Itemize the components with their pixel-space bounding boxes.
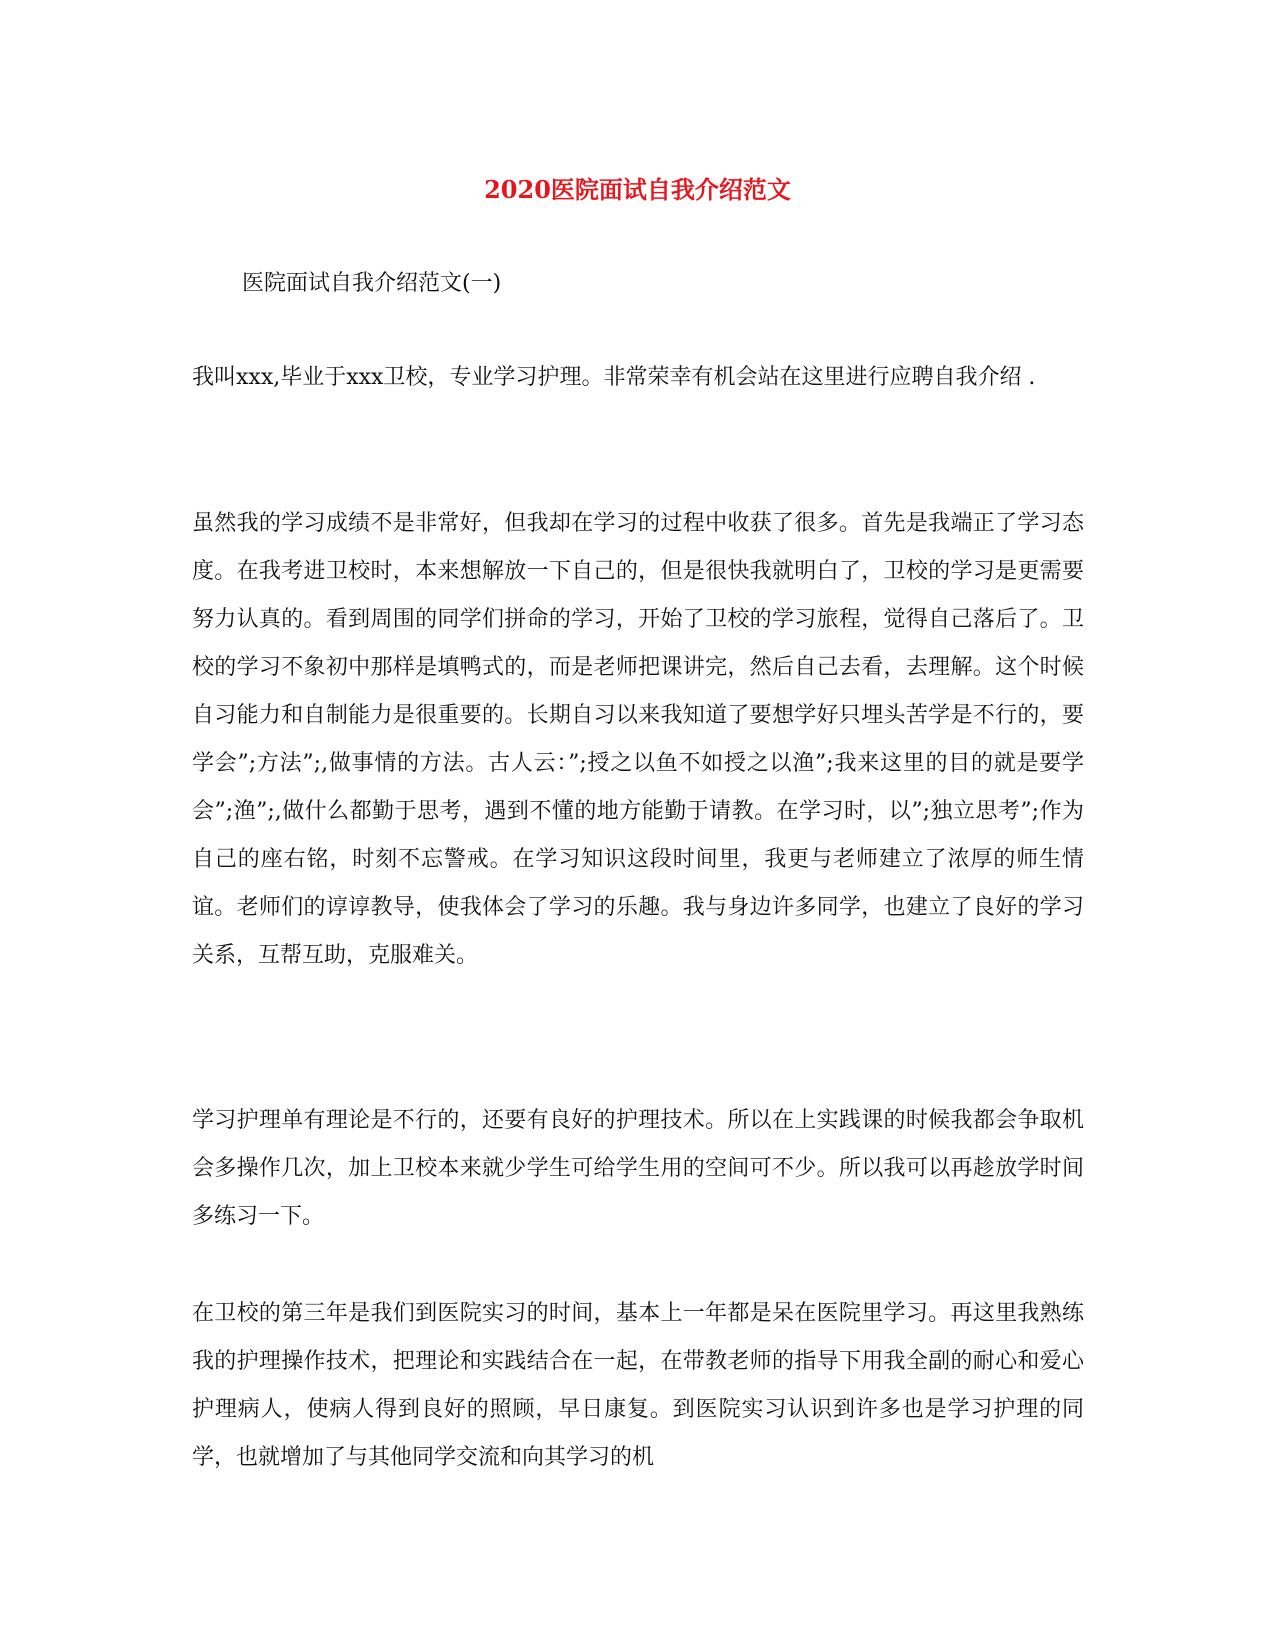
section-heading: 医院面试自我介绍范文(一) [242, 271, 502, 296]
paragraph-3: 学习护理单有理论是不行的，还要有良好的护理技术。所以在上实践课的时候我都会争取机会多操作几次，加上卫校本来就少学生可给学生用的空间可不少。所以我可以再趁放学时间多练习一下。 [192, 1108, 1084, 1229]
document-title: 2020医院面试自我介绍范文 [484, 175, 791, 204]
paragraph-4: 在卫校的第三年是我们到医院实习的时间，基本上一年都是呆在医院里学习。再这里我熟练我的护理操作技术，把理论和实践结合在一起，在带教老师的指导下用我全副的耐心和爱心护理病人，使病人得到良好的照顾，早日康复。到医院实习认识到许多也是学习护理的同学，也就增加了与其他同学交流和向其学习的机 [192, 1301, 1084, 1470]
paragraph-2: 虽然我的学习成绩不是非常好，但我却在学习的过程中收获了很多。首先是我端正了学习态度。在我考进卫校时，本来想解放一下自己的，但是很快我就明白了，卫校的学习是更需要努力认真的。看到周围的同学们拼命的学习，开始了卫校的学习旅程，觉得自己落后了。卫校的学习不象初中那样是填鸭式的，而是老师把课讲完，然后自己去看，去理解。这个时候自习能力和自制能力是很重要的。长期自习以来我知道了要想学好只埋头苦学是不行的，要学会”;方法”;,做事情的方法。古人云：”;授之以鱼不如授之以渔”;我来这里的目的就是要学会”;渔”;,做什么都勤于思考，遇到不懂的地方能勤于请教。在学习时，以”;独立思考”;作为自己的座右铭，时刻不忘警戒。在学习知识这段时间里，我更与老师建立了浓厚的师生情谊。老师们的谆谆教导，使我体会了学习的乐趣。我与身边许多同学，也建立了良好的学习关系，互帮互助，克服难关。 [192, 511, 1084, 968]
paragraph-1: 我叫xxx,毕业于xxx卫校，专业学习护理。非常荣幸有机会站在这里进行应聘自我介绍 . [192, 365, 1036, 390]
